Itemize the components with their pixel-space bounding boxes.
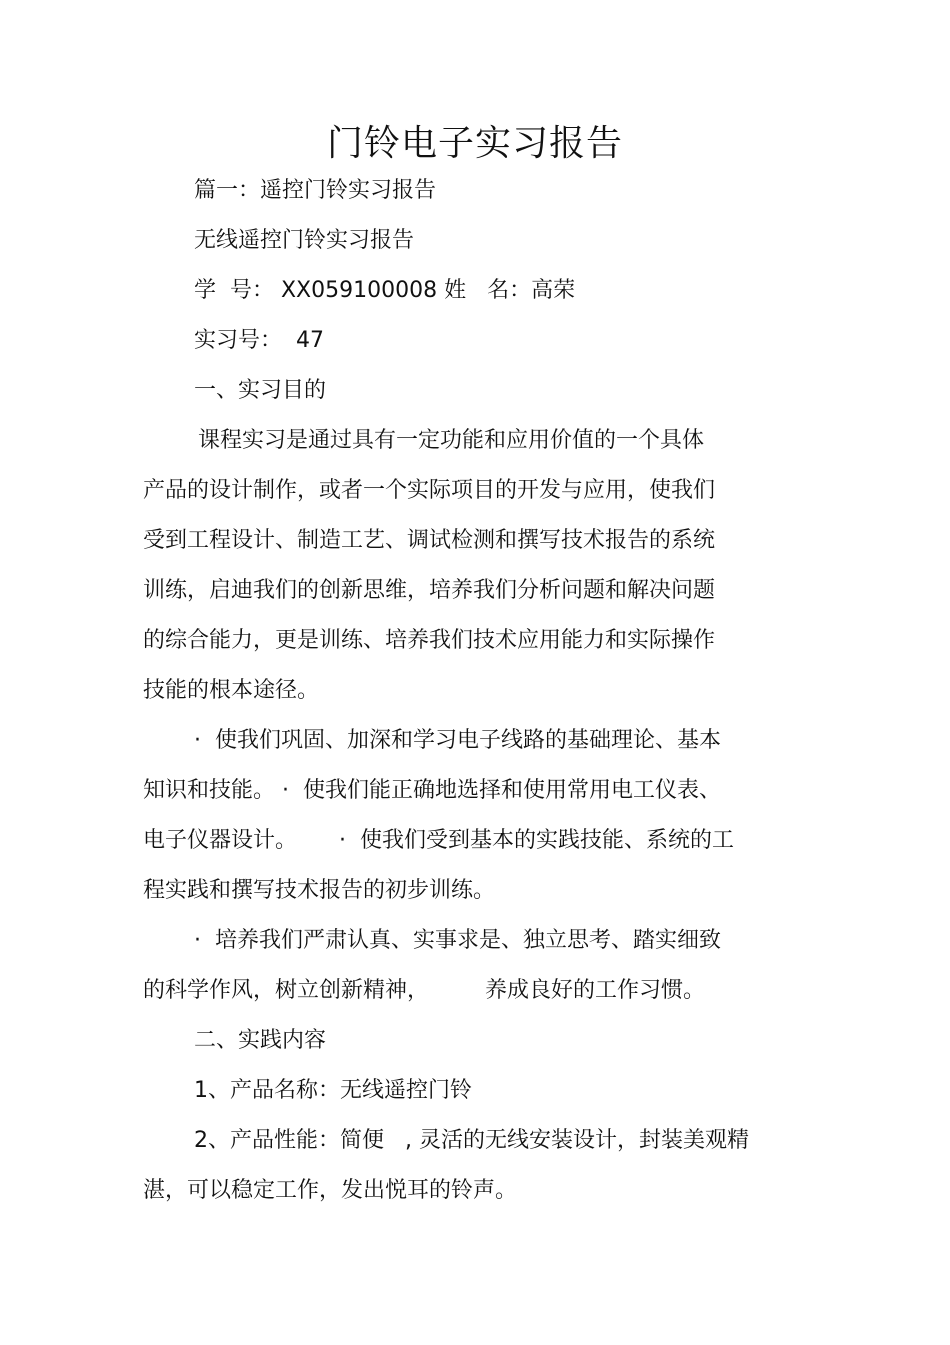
- chapter-heading: 篇一：遥控门铃实习报告: [194, 178, 437, 203]
- student-id-name-line: 学 号： XX059100008 姓 名：高荣: [194, 278, 576, 303]
- internship-number-line: 实习号： 47: [194, 328, 324, 353]
- bullet-paragraph-line: 的科学作风，树立创新精神， 养成良好的工作习惯。: [143, 978, 705, 1003]
- paragraph-line: 训练，启迪我们的创新思维，培养我们分析问题和解决问题: [143, 578, 716, 603]
- bullet-paragraph-line: · 培养我们严肃认真、实事求是、独立思考、踏实细致: [194, 928, 721, 953]
- document-title: 门铃电子实习报告: [326, 123, 623, 164]
- product-performance-line: 湛，可以稳定工作，发出悦耳的铃声。: [143, 1178, 518, 1203]
- product-performance-line: 2、产品性能：简便 , 灵活的无线安装设计，封装美观精: [194, 1128, 749, 1153]
- paragraph-line: 的综合能力，更是训练、培养我们技术应用能力和实际操作: [143, 628, 716, 653]
- bullet-paragraph-line: 程实践和撰写技术报告的初步训练。: [143, 878, 496, 903]
- bullet-paragraph-line: 知识和技能。 · 使我们能正确地选择和使用常用电工仪表、: [143, 778, 721, 803]
- paragraph-line: 受到工程设计、制造工艺、调试检测和撰写技术报告的系统: [143, 528, 716, 553]
- bullet-paragraph-line: · 使我们巩固、加深和学习电子线路的基础理论、基本: [194, 728, 721, 753]
- product-name-line: 1、产品名称：无线遥控门铃: [194, 1078, 472, 1103]
- paragraph-line: 技能的根本途径。: [143, 678, 320, 703]
- section-heading-content: 二、实践内容: [194, 1028, 327, 1053]
- report-subtitle: 无线遥控门铃实习报告: [194, 228, 415, 253]
- paragraph-line: 课程实习是通过具有一定功能和应用价值的一个具体: [198, 428, 705, 453]
- bullet-paragraph-line: 电子仪器设计。 · 使我们受到基本的实践技能、系统的工: [143, 828, 734, 853]
- section-heading-purpose: 一、实习目的: [194, 378, 327, 403]
- paragraph-line: 产品的设计制作，或者一个实际项目的开发与应用，使我们: [143, 478, 716, 503]
